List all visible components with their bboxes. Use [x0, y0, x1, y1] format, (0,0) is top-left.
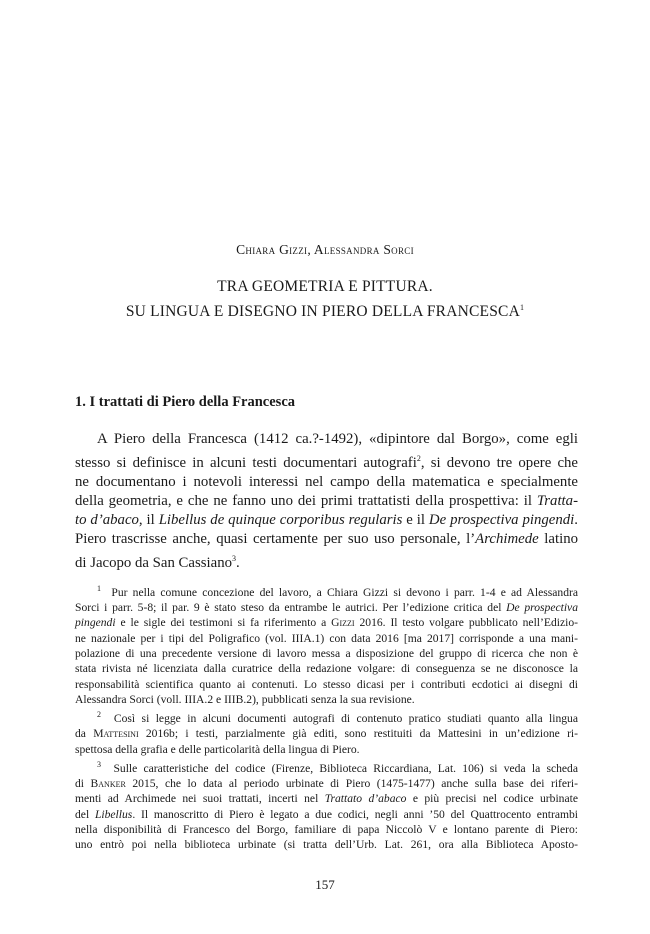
title-line-1: TRA GEOMETRIA E PITTURA. — [217, 278, 433, 295]
footnote-line: responsabilità scientifica quanto ai contenuti. Lo stesso dicasi per i contributi ecdotici ai disegni di — [75, 677, 578, 691]
footnote-3: $^3$ Sulle caratteristiche del codice (Firenze, Biblioteca Riccardiana, Lat. 106) si veda la scheda — [97, 759, 578, 775]
footnote-2: $^2$ Così si legge in alcuni documenti autografi di contenuto pratico studiati quanto alla lingua — [97, 710, 578, 726]
title-line-2: SU LINGUA E DISEGNO IN PIERO DELLA FRANCESCA$^1$ — [125, 303, 525, 321]
article-title — [0, 276, 650, 322]
body-paragraph — [75, 430, 578, 573]
body-line: A Piero della Francesca (1412 ca.?-1492), «dipintore dal Borgo», come egli — [97, 431, 578, 447]
footnote-line: uno entrò poi nella biblioteca urbinate (si tratta dell’Urb. Lat. 261, ora alla Biblioteca Aposto- — [75, 838, 578, 852]
footnote-1: $^1$ Pur nella comune concezione del lavoro, a Chiara Gizzi si devono i parr. 1-4 e ad Alessandra — [97, 584, 579, 599]
body-line: ne documentano i notevoli interessi nel campo della matematica e specialmente — [75, 473, 578, 490]
footnote-line: menti ad Archimede nei suoi trattati, incerti nel Trattato d’abaco e più precisi nel codice urbinate — [75, 792, 578, 806]
footnote-ref-3: 3 — [232, 553, 236, 563]
footnote-line: nella disponibilità di Francesco del Borgo, familiare di papa Niccolò V e lontano parente di Piero: — [75, 823, 578, 837]
footnote-line: Sorci i parr. 5-8; il par. 9 è stato steso da entrambe le autrici. Per l’edizione critica del De prospectiva — [75, 601, 578, 615]
footnote-line: ne nazionale per i tipi del Poligrafico (vol. IIIA.1) con data 2016 [ma 2017] corrisponde a una mani- — [75, 631, 578, 645]
footnotes — [75, 581, 578, 853]
footnote-line: pingendi e le sigle dei testimoni si fa riferimento a Gizzi 2016. Il testo volgare pubblicato nell’Edizio- — [75, 616, 579, 630]
footnote-line: del Libellus. Il manoscritto di Piero è legato a due codici, negli anni ’50 del Quattrocento entrambi — [75, 807, 579, 821]
body-line: Piero trascrisse anche, quasi certamente per suo uso personale, l’Archimede latino — [75, 530, 578, 547]
body-line: della geometria, e che ne fanno uno dei primi trattatisti della prospettiva: il Tratta- — [75, 492, 578, 509]
body-line: to d’abaco, il Libellus de quinque corporibus regularis e il De prospectiva pingendi. — [75, 511, 578, 528]
footnote-line: da Mattesini 2016b; i testi, parzialmente già editi, sono restituiti da Mattesini in un’edizione ri- — [75, 727, 579, 741]
author-names: Chiara Gizzi, Alessandra Sorci — [236, 242, 414, 257]
page-number: 157 — [315, 877, 335, 892]
footnote-line: polazione di una precedente versione di lavoro messa a disposizione del gruppo di ricerca che non è — [75, 647, 578, 661]
footnote-ref-2: 2 — [416, 454, 421, 463]
footnote-line: spettosa della grafia e delle particolarità della lingua di Piero. — [75, 742, 360, 756]
footnote-line: stata rivista né licenziata dalla curatrice della redazione volgare: di conseguenza se ne disconosce la — [75, 662, 578, 676]
section-heading: 1. I trattati di Piero della Francesca — [75, 394, 295, 410]
footnote-line: Alessandra Sorci (voll. IIIA.2 e IIIB.2), pubblicati senza la sua revisione. — [75, 692, 415, 706]
footnote-ref-1: 1 — [519, 303, 525, 312]
body-line: di Jacopo da San Cassiano$^3$. — [75, 553, 240, 571]
footnote-line: di Banker 2015, che lo data al periodo urbinate di Piero (1475-1477) anche sulla base dei riferi- — [75, 777, 579, 791]
body-line: stesso si definisce in alcuni testi documentari autografi$^2$, si devono tre opere che — [75, 454, 579, 471]
